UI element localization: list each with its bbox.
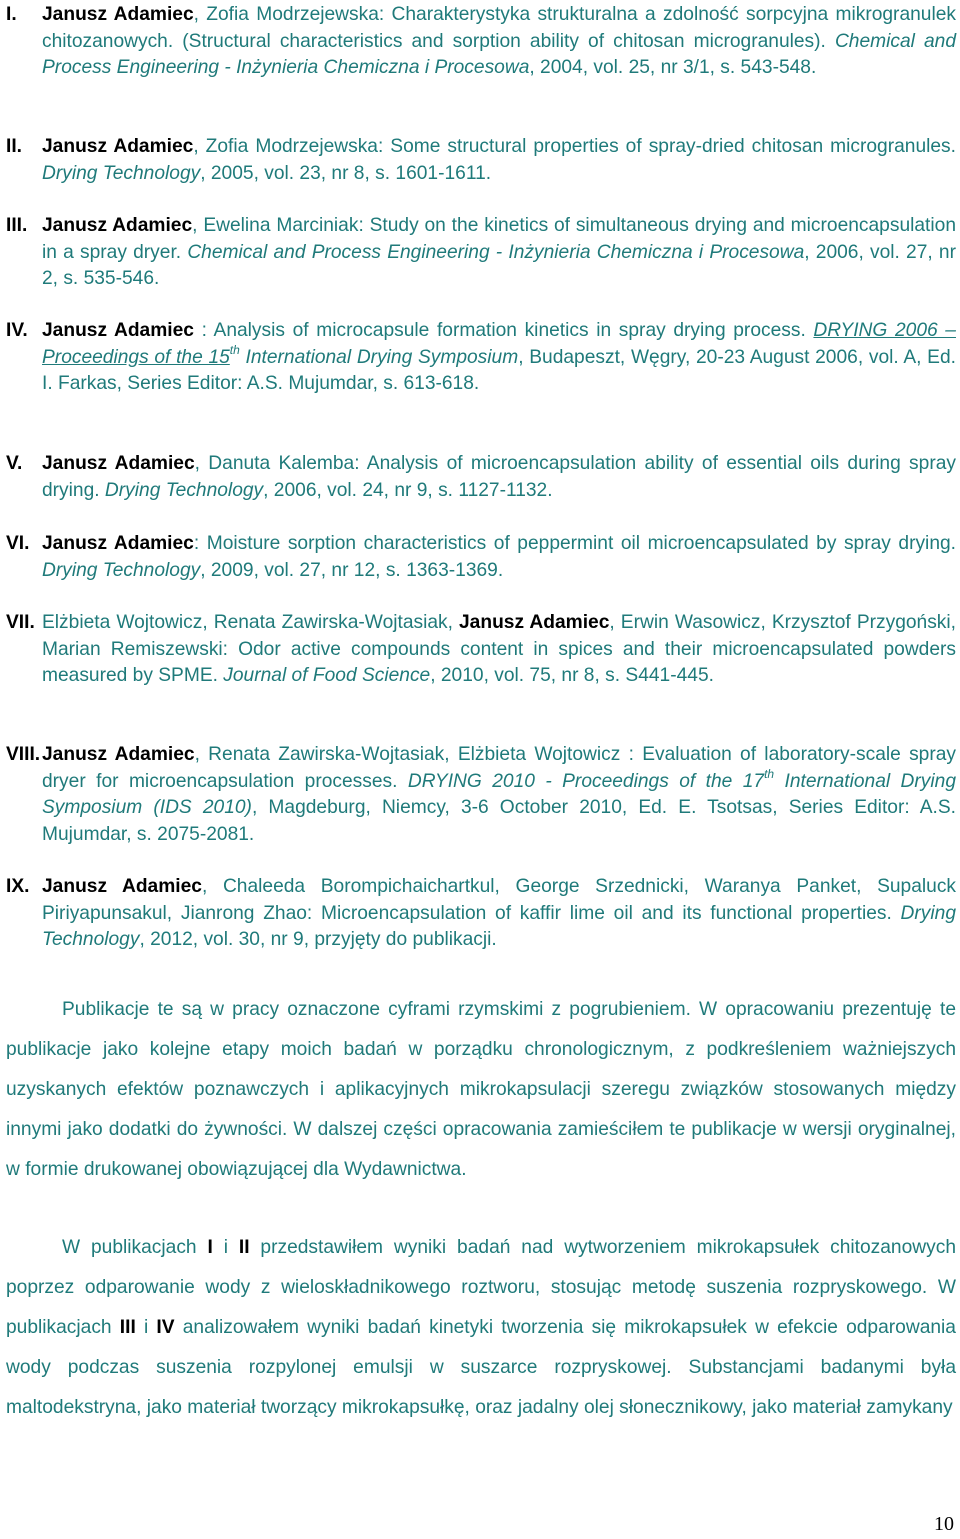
entry-journal: Drying Technology [104,479,264,501]
entry-author: Janusz Adamiec [42,453,195,474]
entry-author: Janusz Adamiec [459,612,610,633]
entry-journal-sup: th [764,767,775,782]
paragraph-text: W publikacjach [62,1237,208,1258]
entry-text: , Chaleeda Borompichaichartkul, George Srzednicki, Waranya Panket, Supaluck Piriyapunsakul, Jianrong Zhao: Microencapsulation of kaffir lime oil and its functional properties. [42,876,957,924]
entry-details: , 2010, vol. 75, nr 8, s. S441-445. [430,665,714,687]
entry-details: , 2012, vol. 30, nr 9, przyjęty do publikacji. [139,929,497,951]
entry-journal: Drying Technology [42,162,201,184]
entry-journal-part1: DRYING 2010 - Proceedings of the 17 [407,770,765,792]
roman-ref-1: I [207,1237,213,1258]
entry-text: , Erwin Wasowicz, Krzysztof Przygoński, Marian Remiszewski: Odor active compounds content in spices and their microencapsulated powders measured by SPME. [42,612,956,687]
entry-text: , Danuta Kalemba: Analysis of microencapsulation ability of essential oils during spray drying. [42,453,956,501]
paragraph-text: i [212,1237,239,1258]
entry-body [42,531,956,584]
entry-details: , 2004, vol. 25, nr 3/1, s. 543-548. [529,57,817,79]
publication-entry-9 [6,874,956,954]
paragraph-text: i [135,1317,157,1338]
entry-details: , 2005, vol. 23, nr 8, s. 1601-1611. [200,162,492,184]
entry-journal: Chemical and Process Engineering - Inżynieria Chemiczna i Procesowa [42,30,956,79]
summary-paragraph-1: Publikacje te są w pracy oznaczone cyframi rzymskimi z pogrubieniem. W opracowaniu prezentuję te publikacje jako kolejne etapy moich badań w porządku chronologicznym, z podkreśleniem ważniejszych uzyskanych efektów poznawczych i aplikacyjnych mikrokapsulacji szeregu związków stosowanych między innymi jako dodatki do żywności. W dalszej części opracowania zamieściłem te publikacje w wersji oryginalnej, w formie drukowanej obowiązującej dla Wydawnictwa. [6,999,956,1180]
page-number: 10 [934,1513,954,1535]
paragraph-text: analizowałem wyniki badań kinetyki tworzenia się mikrokapsułek w efekcie odparowania wody podczas suszenia rozpylonej emulsji w suszarce rozpryskowej. Substancjami badanymi była maltodekstryna, jako materiał tworzący mikrokapsułkę, oraz jadalny olej słonecznikowy, jako materiał zamykany [6,1317,956,1418]
entry-journal: Chemical and Process Engineering - Inżynieria Chemiczna i Procesowa [187,241,805,263]
entry-author: Janusz Adamiec [42,4,194,25]
roman-ref-2: II [238,1237,250,1258]
entry-details: , Budapeszt, Węgry, 20-23 August 2006, vol. A, Ed. I. Farkas, Series Editor: A.S. Mujumdar, s. 613-618. [42,346,956,395]
entry-number: I. [6,4,17,25]
entry-author: Janusz Adamiec [42,876,202,897]
entry-number: II. [6,136,22,157]
entry-body [42,2,956,82]
entry-body [42,318,956,398]
entry-body [42,451,956,504]
entry-text: , Renata Zawirska-Wojtasiak, Elżbieta Wojtowicz : Evaluation of laboratory-scale spray dryer for microencapsulation processes. [42,744,956,792]
entry-text: : Analysis of microcapsule formation kinetics in spray drying process. [193,320,814,341]
entry-author: Janusz Adamiec [42,320,194,341]
publication-entry-5 [6,451,956,504]
entry-journal: Journal of Food Science [223,665,431,687]
entry-body [42,134,956,187]
entry-journal-part2: International Drying Symposium [239,346,519,368]
entry-number: VI. [6,533,30,554]
entry-text: , Zofia Modrzejewska: Charakterystyka strukturalna a zdolność sorpcyjna mikrogranulek chitozanowych. (Structural characteristics and sorption ability of chitosan microgranules). [42,4,956,52]
entry-number: VIII. [6,744,41,765]
publication-entry-7 [6,610,956,690]
entry-text: , Zofia Modrzejewska: Some structural properties of spray-dried chitosan microgranules. [193,136,956,157]
roman-ref-4: IV [156,1317,175,1338]
entry-author: Janusz Adamiec [42,533,194,554]
publication-entry-1 [6,2,956,82]
entry-journal-part1: DRYING 2006 – Proceedings of the 15 [42,320,956,368]
paragraph-text: przedstawiłem wyniki badań nad wytworzeniem mikrokapsułek chitozanowych poprzez odparowanie wody z wieloskładnikowego roztworu, stosując metodę suszenia rozpryskowego. W publikacjach [6,1237,956,1338]
publication-entry-4 [6,318,956,398]
entry-number: IX. [6,876,30,897]
entry-coauthors: Elżbieta Wojtowicz, Renata Zawirska-Wojtasiak, [42,612,460,633]
entry-author: Janusz Adamiec [42,215,193,236]
summary-paragraph-2 [6,1228,956,1428]
entry-number: V. [6,453,23,474]
roman-ref-3: III [119,1317,136,1338]
publication-entry-8 [6,742,956,848]
entry-details: , 2009, vol. 27, nr 12, s. 1363-1369. [200,559,504,581]
publication-entry-2 [6,134,956,187]
entry-number: III. [6,215,28,236]
entry-author: Janusz Adamiec [42,136,194,157]
entry-number: IV. [6,320,28,341]
entry-details: , Magdeburg, Niemcy, 3-6 October 2010, Ed. E. Tsotsas, Series Editor: A.S. Mujumdar, s. 2075-2081. [42,797,956,845]
entry-journal-sup: th [229,343,240,358]
entry-number: VII. [6,612,35,633]
entry-journal: Drying Technology [42,559,201,581]
entry-text: : Moisture sorption characteristics of peppermint oil microencapsulated by spray drying. [193,533,956,554]
entry-details: , 2006, vol. 27, nr 2, s. 535-546. [42,241,956,290]
publication-entry-6 [6,531,956,584]
entry-journal-part2: International Drying Symposium (IDS 2010) [42,770,957,819]
entry-body [42,213,956,293]
entry-details: , 2006, vol. 24, nr 9, s. 1127-1132. [263,479,553,501]
entry-body [42,874,956,954]
entry-text: , Ewelina Marciniak: Study on the kinetics of simultaneous drying and microencapsulation in a spray dryer. [42,215,956,263]
entry-author: Janusz Adamiec [42,744,195,765]
entry-body [42,610,956,690]
publication-entry-3 [6,213,956,293]
entry-journal: Drying Technology [42,902,956,951]
entry-body [42,742,956,848]
